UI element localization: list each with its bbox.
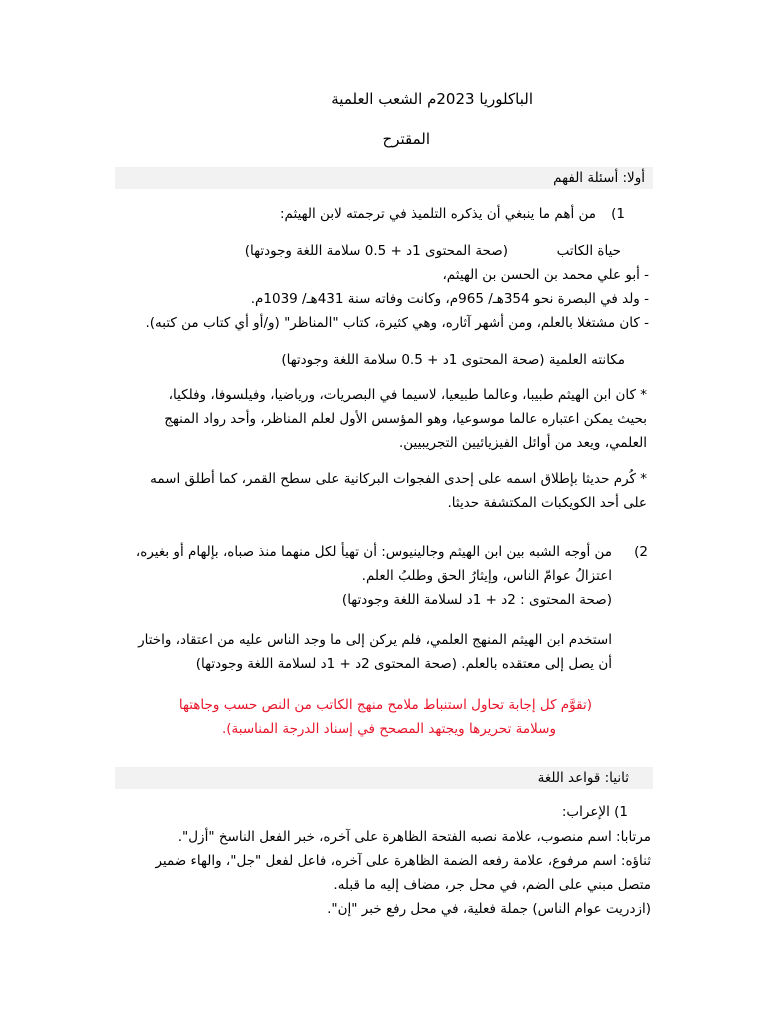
- parsing-line: مرتابا: اسم منصوب، علامة نصبه الفتحة الظاهرة على آخره، خبر الفعل الناسخ "أزل".: [177, 829, 651, 845]
- status-line: بحيث يمكن اعتباره عالما موسوعيا، وهو المؤسس الأول لعلم المناظر، وأحد رواد المنهج: [164, 411, 647, 427]
- answer-line: من أوجه الشبه بين ابن الهيثم وجالينيوس: أن تهيأ لكل منهما منذ صباه، بإلهام أو بغيره،: [135, 544, 612, 560]
- status-line: * كُرم حديثا بإطلاق اسمه على إحدى الفجوات البركانية على سطح القمر، كما أطلق اسمه: [150, 471, 647, 487]
- status-heading: مكانته العلمية (صحة المحتوى 1د + 0.5 سلامة اللغة وجودتها): [281, 352, 625, 368]
- status-line: * كان ابن الهيثم طبيبا، وعالما طبيعيا، لاسيما في البصريات، ورياضيا، وفيلسوفا، وفلكيا،: [168, 387, 647, 403]
- answer-line: (صحة المحتوى : 2د + 1د لسلامة اللغة وجودتها): [341, 592, 612, 608]
- life-point: - أبو علي محمد بن الحسن بن الهيثم،: [442, 267, 649, 283]
- section-heading-comprehension: [115, 167, 653, 189]
- grading-note: وسلامة تحريرها ويجتهد المصحح في إسناد الدرجة المناسبة).: [222, 721, 556, 737]
- question-number: 2): [634, 544, 648, 560]
- life-label: حياة الكاتب: [556, 243, 621, 259]
- life-point: - كان مشتغلا بالعلم، ومن أشهر آثاره، وهي كثيرة، كتاب "المناظر" (و/أو أي كتاب من كتبه).: [145, 315, 649, 331]
- document-title: الباكلوريا 2023م الشعب العلمية: [331, 90, 533, 108]
- parsing-line: ثناؤه: اسم مرفوع، علامة رفعه الضمة الظاهرة على آخره، فاعل لفعل "جل"، والهاء ضمير: [155, 853, 651, 869]
- section-heading-label: ثانيا: قواعد اللغة: [537, 770, 629, 786]
- question-number: 1): [611, 206, 625, 222]
- parsing-line: متصل مبني على الضم، في محل جر، مضاف إليه ما قبله.: [333, 877, 651, 893]
- grading-note: (تقوَّم كل إجابة تحاول استنباط ملامح منهج الكاتب من النص حسب وجاهتها: [178, 697, 592, 713]
- parsing-heading: 1) الإعراب:: [561, 804, 628, 820]
- question-prompt: من أهم ما ينبغي أن يذكره التلميذ في ترجمته لابن الهيثم:: [280, 206, 596, 222]
- status-line: العلمي، ويعد من أوائل الفيزيائيين التجريبيين.: [398, 435, 647, 451]
- section-heading-label: أولا: أسئلة الفهم: [553, 170, 645, 186]
- status-line: على أحد الكويكبات المكتشفة حديثا.: [447, 495, 647, 511]
- answer-line: اعتزالُ عوامّ الناس، وإيثارُ الحق وطلبُ العلم.: [361, 568, 612, 584]
- section-heading-grammar: [115, 767, 653, 789]
- life-scoring: (صحة المحتوى 1د + 0.5 سلامة اللغة وجودتها): [244, 243, 508, 259]
- document-subtitle: المقترح: [382, 130, 430, 148]
- answer-line: استخدم ابن الهيثم المنهج العلمي، فلم يركن إلى ما وجد الناس عليه من اعتقاد، واختار: [138, 632, 612, 648]
- answer-line: أن يصل إلى معتقده بالعلم. (صحة المحتوى 2د + 1د لسلامة اللغة وجودتها): [195, 656, 612, 672]
- life-point: - ولد في البصرة نحو 354هـ/ 965م، وكانت وفاته سنة 431هـ/ 1039م.: [250, 291, 649, 307]
- parsing-line: (ازدريت عوام الناس) جملة فعلية، في محل رفع خبر "إن".: [327, 901, 651, 917]
